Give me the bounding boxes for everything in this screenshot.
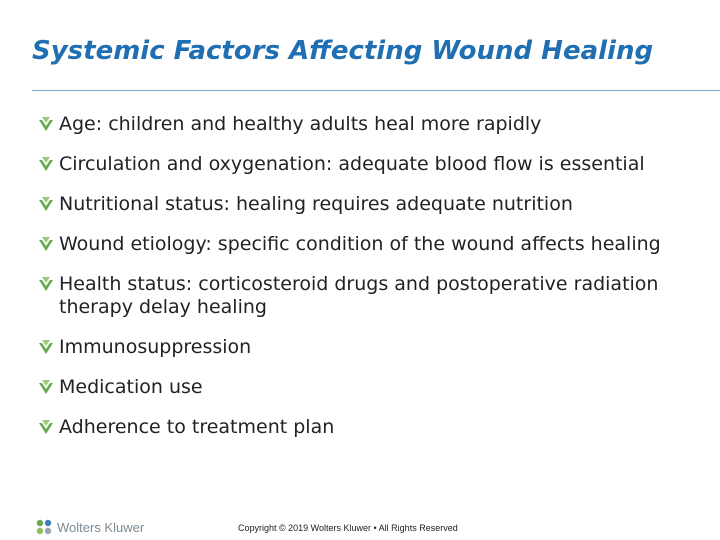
list-item [38, 193, 688, 216]
list-item-text: Medication use [59, 376, 203, 398]
list-item [38, 416, 688, 439]
list-item [38, 376, 688, 399]
list-item [38, 153, 688, 176]
title-divider [32, 90, 720, 91]
list-item [38, 336, 688, 359]
bullet-icon [38, 236, 54, 252]
logo-text: Wolters Kluwer [57, 519, 145, 535]
list-item-text: Adherence to treatment plan [59, 416, 335, 438]
list-item [38, 113, 688, 136]
list-item-text: Wound etiology: specific condition of the wound affects healing [59, 233, 661, 255]
list-item [38, 233, 688, 256]
bullet-icon [38, 156, 54, 172]
bullet-icon [38, 419, 54, 435]
bullet-icon [38, 196, 54, 212]
bullet-icon [38, 339, 54, 355]
bullet-icon [38, 379, 54, 395]
copyright-text: Copyright © 2019 Wolters Kluwer • All Rights Reserved [238, 523, 458, 533]
list-item [38, 273, 688, 319]
bullet-icon [38, 276, 54, 292]
list-item-text: Immunosuppression [59, 336, 252, 358]
list-item-text: Age: children and healthy adults heal more rapidly [59, 113, 542, 135]
wolters-kluwer-logo [35, 518, 144, 536]
list-item-text: Circulation and oxygenation: adequate blood flow is essential [59, 153, 645, 175]
logo-icon [35, 518, 53, 536]
slide-title: Systemic Factors Affecting Wound Healing [32, 36, 654, 66]
bullet-list [38, 113, 688, 456]
list-item-text: Health status: corticosteroid drugs and postoperative radiation therapy delay healing [59, 273, 659, 318]
bullet-icon [38, 116, 54, 132]
list-item-text: Nutritional status: healing requires adequate nutrition [59, 193, 573, 215]
